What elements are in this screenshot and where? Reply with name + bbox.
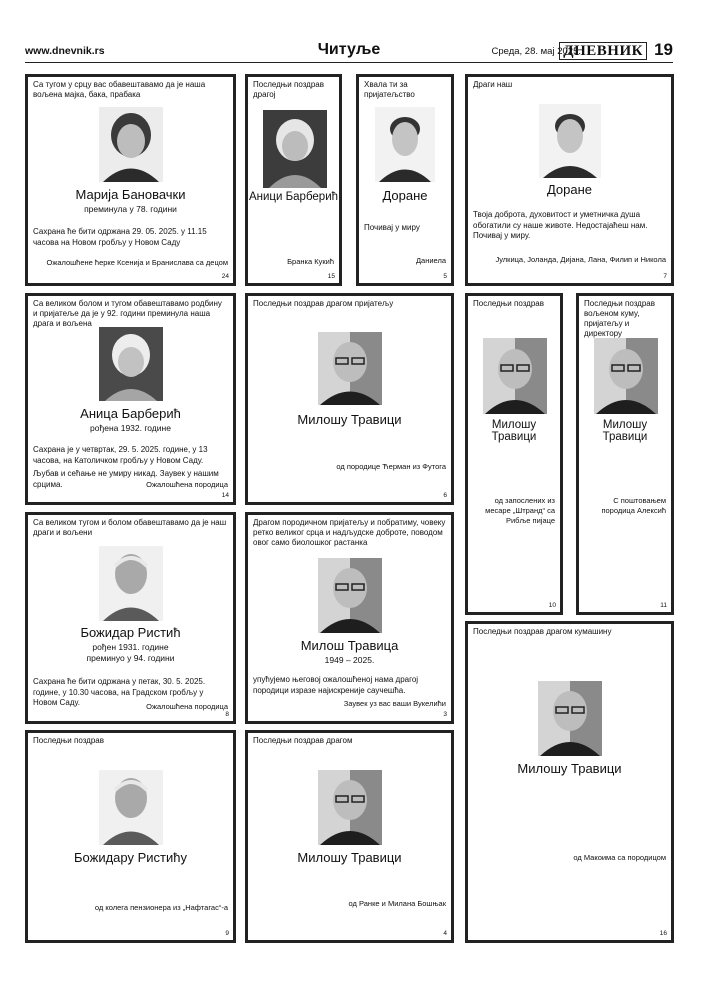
- notice-intro: Са великом болом и тугом обавештавамо родбину и пријатеље да је у 92. години преминула наша драга и вољена: [33, 299, 222, 328]
- man-photo: [375, 107, 435, 182]
- woman-photo: [99, 107, 163, 182]
- obituary-notice: [356, 74, 454, 286]
- man-glasses-photo: [318, 332, 382, 405]
- notice-text: упућујемо његовој ожалошћеној нама драгој породици изразе најискреније саучешћа.: [253, 675, 419, 695]
- notice-subtitle: 1949 – 2025.: [324, 655, 375, 665]
- deceased-name: Доране: [546, 182, 593, 197]
- notice-intro: Последњи поздрав: [33, 736, 104, 745]
- man-photo: [539, 104, 601, 178]
- notice-intro: Последњи поздрав вољеном куму, пријатељу и директору: [584, 299, 655, 338]
- obituary-notice: [25, 74, 236, 286]
- deceased-name: Милошу Травици: [491, 419, 537, 443]
- mourners-signature: С поштовањем породица Алексић: [601, 496, 666, 515]
- notice-number: 4: [443, 930, 447, 937]
- page-number: 19: [654, 40, 673, 59]
- deceased-name: Аница Барберић: [80, 406, 181, 421]
- man-glasses-photo: [594, 338, 658, 414]
- obituary-notice: [465, 74, 674, 286]
- deceased-name: Милошу Травици: [602, 419, 648, 443]
- mourners-signature: од породице Ћерман из Футога: [336, 462, 446, 471]
- obituary-notice: [25, 512, 236, 724]
- obituary-notice: [245, 293, 454, 505]
- obituary-notice: [25, 730, 236, 943]
- notice-number: 10: [548, 602, 556, 609]
- mourners-signature: од колега пензионера из „Нафтагас“-а: [94, 903, 228, 912]
- elderly-man-photo: [99, 770, 163, 845]
- newspaper-logo: ДНЕВНИК: [559, 42, 647, 60]
- funeral-details: Сахрана ће бити одржана у петак, 30. 5. 2025. године, у 10.30 часова, на Градском гробљу у Новом Саду.: [33, 677, 206, 707]
- notice-intro: Драги наш: [473, 80, 513, 89]
- notice-intro: Хвала ти за пријатељство: [364, 80, 415, 99]
- mourners-signature: од Ранке и Милана Бошњак: [348, 899, 446, 908]
- notice-subtitle: рођен 1931. године: [92, 642, 169, 652]
- site-url[interactable]: www.dnevnik.rs: [25, 45, 105, 57]
- notice-subtitle: преминуо у 94. години: [86, 653, 175, 663]
- deceased-name: Марија Бановачки: [75, 187, 186, 202]
- notice-intro: Последњи поздрав драгом пријатељу: [253, 299, 394, 308]
- notice-subtitle: рођена 1932. године: [90, 423, 171, 433]
- notice-intro: Последњи поздрав: [473, 299, 544, 308]
- notice-text: Почивај у миру: [364, 223, 420, 232]
- elderly-woman-photo: [263, 110, 327, 188]
- obituary-notice: [465, 293, 563, 615]
- obituary-notice: [245, 74, 342, 286]
- mourners-signature: од Макоима са породицом: [573, 853, 666, 862]
- obituary-notice: [245, 512, 454, 724]
- notice-number: 9: [225, 930, 229, 937]
- notice-number: 7: [663, 273, 667, 280]
- mourners-signature: Бранка Кукић: [287, 257, 334, 266]
- notice-intro: Последњи поздрав драгом кумашину: [473, 627, 612, 636]
- man-glasses-photo: [318, 558, 382, 633]
- issue-date: Среда, 28. мај 2025.: [491, 46, 581, 57]
- deceased-name: Милошу Травици: [297, 412, 402, 427]
- elderly-man-photo: [99, 546, 163, 621]
- elderly-woman-photo: [99, 327, 163, 401]
- notice-text: Твоја доброта, духовитост и уметничка душа обогатили су наше животе. Недостајаћеш нам. Почивај у миру.: [473, 210, 648, 240]
- mourners-signature: Заувек уз вас ваши Вукелићи: [343, 699, 446, 708]
- notice-number: 15: [327, 273, 335, 280]
- funeral-details: Сахрана ће бити одржана 29. 05. 2025. у 11.15 часова на Новом гробљу у Новом Саду: [33, 227, 207, 247]
- mourners-signature: од запослених из месаре „Штранд“ са Рибље пијаце: [485, 496, 555, 525]
- notice-number: 5: [443, 273, 447, 280]
- mourners-signature: Ожалошћена породица: [146, 480, 228, 489]
- notice-intro: Са тугом у срцу вас обавештавамо да је наша вољена мајка, бака, прабака: [33, 80, 206, 99]
- notice-number: 14: [221, 492, 229, 499]
- man-glasses-photo: [318, 770, 382, 845]
- notice-number: 16: [659, 930, 667, 937]
- notice-intro: Са великом тугом и болом обавештавамо да је наш драги и вољени: [33, 518, 227, 537]
- mourners-signature: Даниела: [415, 256, 446, 265]
- mourners-signature: Ожалошћене ћерке Ксенија и Бранислава са децом: [46, 258, 228, 267]
- deceased-name: Милошу Травици: [517, 761, 622, 776]
- mourners-signature: Јулкица, Јоланда, Дијана, Лана, Филип и Никола: [495, 255, 666, 264]
- notice-intro: Последњи поздрав драгој: [253, 80, 324, 99]
- page-header: [25, 40, 673, 63]
- deceased-name: Милошу Травици: [297, 850, 402, 865]
- man-glasses-photo: [483, 338, 547, 414]
- notice-intro: Последњи поздрав драгом: [253, 736, 353, 745]
- mourners-signature: Ожалошћена породица: [146, 702, 228, 711]
- notice-number: 8: [225, 711, 229, 718]
- obituary-notice: [576, 293, 674, 615]
- deceased-name: Божидару Ристићу: [74, 850, 187, 865]
- notice-subtitle: преминула у 78. години: [84, 204, 177, 214]
- notice-intro: Драгом породичном пријатељу и побратиму, човеку ретко великог срца и надљудске доброте, поводом овог само биолошког растанка: [253, 518, 446, 547]
- obituary-notice: [465, 621, 674, 943]
- obituary-notice: [25, 293, 236, 505]
- deceased-name: Доране: [382, 188, 428, 203]
- deceased-name: Милош Травица: [300, 638, 399, 653]
- funeral-details: Сахрана је у четвртак, 29. 5. 2025. године, у 13 часова, на Католичком гробљу у Новом Саду.: [33, 445, 208, 465]
- man-glasses-photo: [538, 681, 602, 756]
- deceased-name: Божидар Ристић: [80, 625, 181, 640]
- notice-number: 6: [443, 492, 447, 499]
- notice-number: 11: [660, 602, 667, 609]
- section-title: Читуље: [317, 41, 381, 58]
- notice-number: 3: [443, 711, 447, 718]
- obituary-notice: [245, 730, 454, 943]
- deceased-name: Аници Барберић: [248, 191, 339, 203]
- notice-number: 24: [221, 273, 229, 280]
- notice-text: Љубав и сећање не умиру никад. Заувек у нашим срцима.: [33, 469, 219, 489]
